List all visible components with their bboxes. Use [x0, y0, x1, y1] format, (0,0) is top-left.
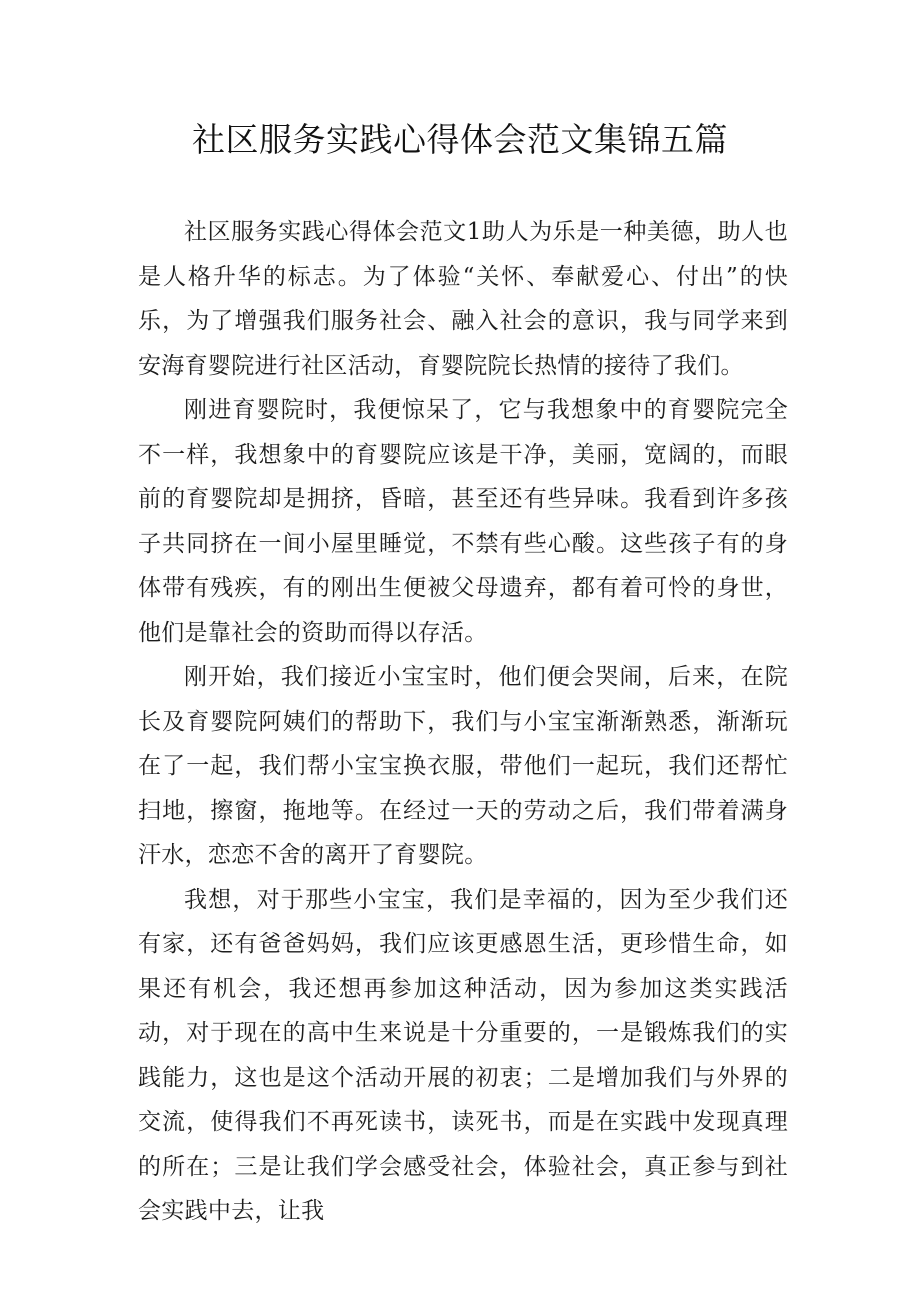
page-title: 社区服务实践心得体会范文集锦五篇 — [192, 120, 728, 159]
paragraph-4: 我想，对于那些小宝宝，我们是幸福的，因为至少我们还有家，还有爸爸妈妈，我们应该更感恩生活，更珍惜生命，如果还有机会，我还想再参加这种活动，因为参加这类实践活动，对于现在的高中生来说是十分重要的，一是锻炼我们的实践能力，这也是这个活动开展的初衷；二是增加我们与外界的交流，使得我们不再死读书，读死书，而是在实践中发现真理的所在；三是让我们学会感受社会，体验社会，真正参与到社会实践中去，让我 — [138, 886, 788, 1224]
paragraph-2: 刚进育婴院时，我便惊呆了，它与我想象中的育婴院完全不一样，我想象中的育婴院应该是干净，美丽，宽阔的，而眼前的育婴院却是拥挤，昏暗，甚至还有些异味。我看到许多孩子共同挤在一间小屋里睡觉，不禁有些心酸。这些孩子有的身体带有残疾，有的刚出生便被父母遗弃，都有着可怜的身世，他们是靠社会的资助而得以存活。 — [138, 397, 788, 646]
article-body — [138, 210, 788, 1234]
paragraph-1: 社区服务实践心得体会范文1助人为乐是一种美德，助人也是人格升华的标志。为了体验“关怀、奉献爱心、付出”的快乐，为了增强我们服务社会、融入社会的意识，我与同学来到安海育婴院进行社区活动，育婴院院长热情的接待了我们。 — [138, 219, 788, 379]
paragraph-3: 刚开始，我们接近小宝宝时，他们便会哭闹，后来，在院长及育婴院阿姨们的帮助下，我们与小宝宝渐渐熟悉，渐渐玩在了一起，我们帮小宝宝换衣服，带他们一起玩，我们还帮忙扫地，擦窗，拖地等。在经过一天的劳动之后，我们带着满身汗水，恋恋不舍的离开了育婴院。 — [138, 664, 788, 868]
